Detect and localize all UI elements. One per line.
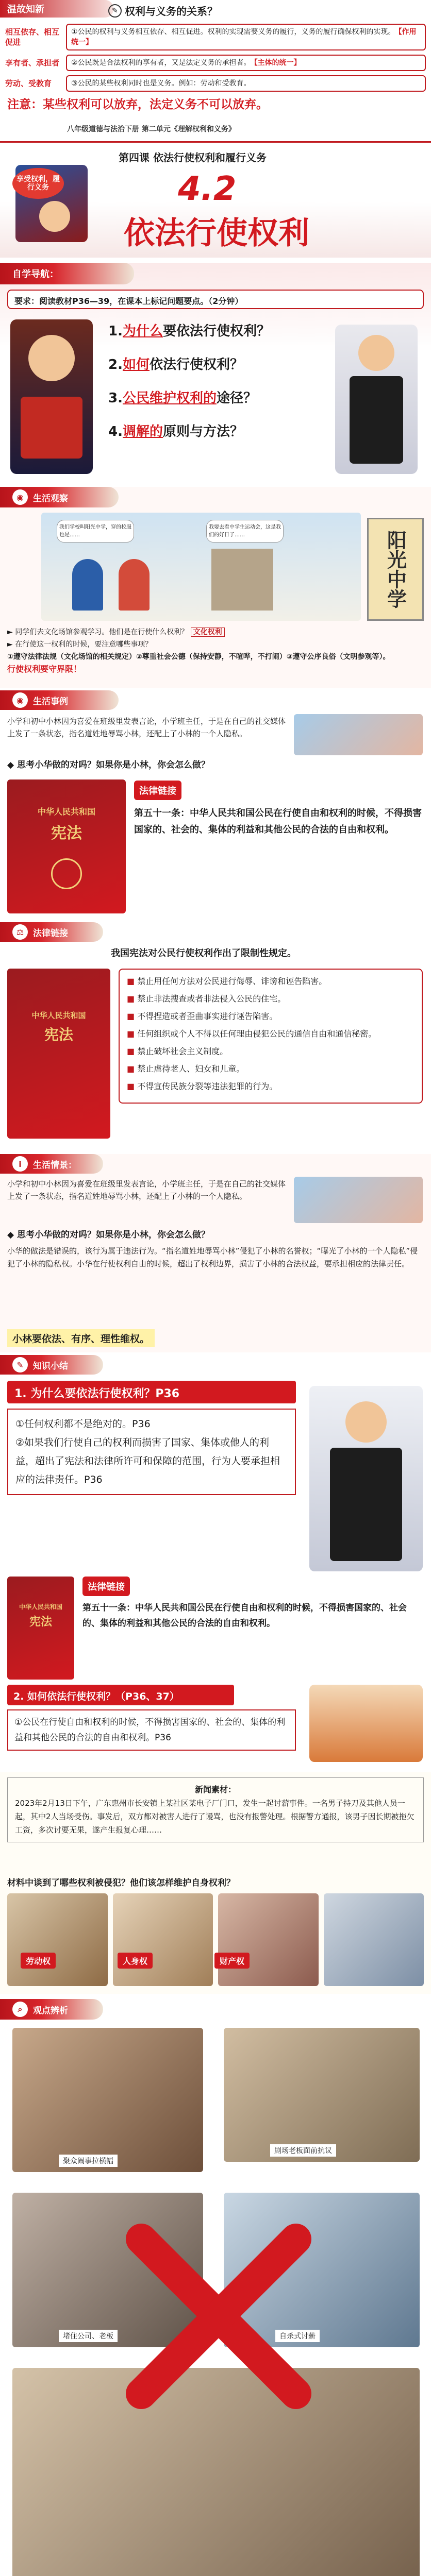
guide-title: 自学导航： <box>12 269 59 280</box>
news-question: 材料中谈到了哪些权利被侵犯？他们该怎样维护自身权利？ <box>7 1878 235 1888</box>
life-qa: ► 同学们去文化场馆参观学习。他们是在行使什么权利？ 文化权利 ► 在行使这一权利的时候，要注意哪些事项？ ①遵守法律法规（文化场馆的相关规定）②尊重社会公德（保持安静，不喧哗，不打闹）③遵守公序良俗（文明参观等）。 行使权利要守界限！ <box>7 626 425 675</box>
review-row <box>5 24 426 50</box>
law2-section <box>0 922 431 1151</box>
guide-instruction: 要求：阅读教材P36—39，在课本上标记问题要点。（2分钟） <box>7 290 424 309</box>
law2-list <box>119 969 423 1104</box>
review-rows <box>5 24 426 96</box>
guide-item: 3.公民维护权利的途径？ <box>108 391 257 406</box>
eye-icon: ◉ <box>12 489 28 505</box>
classroom-image-2 <box>294 1177 423 1223</box>
life-q2: 在行使这一权利的时候，要注意哪些事项？ <box>15 640 153 649</box>
life-a2: ①遵守法律法规（文化场馆的相关规定）②尊重社会公德（保持安静，不喧哗，不打闹）③遵守公序良俗（文明参观等）。 <box>7 653 390 661</box>
constitution-book-image-3: 中华人民共和国 宪法 <box>7 1577 74 1680</box>
news-badge: 人身权 <box>118 1953 153 1969</box>
news-image-3 <box>218 1893 319 1986</box>
law2-header <box>0 922 103 942</box>
guide-header <box>0 263 134 284</box>
view-collage <box>7 2028 424 2576</box>
summary-title: 知识小结 <box>33 1361 68 1371</box>
life-story-text: 小学和初中小林因为喜爱在班级里发表言论，小学班主任，于是在自己的社交媒体上发了一条状态，指名道姓地辱骂小林，还配上了小林的一个人隐私。 <box>7 717 286 738</box>
news-section <box>0 1772 431 1994</box>
constitution-book-image <box>7 779 126 913</box>
law2-item: ■ 任何组织或个人不得以任何理由侵犯公民的通信自由和通信秘密。 <box>127 1029 377 1039</box>
emblem-icon <box>51 858 82 889</box>
news-head: 新闻素材： <box>194 1785 236 1794</box>
summary-q1: 1. 为什么要依法行使权利？P36 <box>7 1381 296 1403</box>
law1-label: 法律链接 <box>134 781 181 800</box>
book-line-1: 中华人民共和国 <box>37 807 95 817</box>
situation-title: 生活情景： <box>33 1160 77 1171</box>
law2-item: ■ 不得宣传民族分裂等违法犯罪的行为。 <box>127 1081 278 1091</box>
life-story-section <box>0 690 431 773</box>
review-row-text: ①公民的权利与义务相互依存、相互促进。权利的实现需要义务的履行，义务的履行确保权利的实现。 【作用统一】 <box>66 24 426 50</box>
student-face <box>39 201 70 232</box>
caption-1: 聚众闹事拉横幅 <box>59 2155 118 2167</box>
eye-icon: ◉ <box>12 692 28 708</box>
law2-item: ■ 禁止破坏社会主义制度。 <box>127 1046 228 1056</box>
life-header <box>0 487 119 507</box>
summary-header <box>0 1355 103 1375</box>
summary-a1-2: ②如果我们行使自己的权利而损害了国家、集体或他人的利益，超出了宪法和法律所许可和保障的范围，行为人要承担相应的法律责任。P36 <box>15 1437 280 1485</box>
situation-conclusion: 小林要依法、有序、理性维权。 <box>7 1329 155 1347</box>
news-badge: 财产权 <box>214 1953 250 1969</box>
life-story-question: ◆ 思考小华做的对吗？如果你是小林，你会怎么做？ <box>7 760 210 770</box>
view-title: 观点辨析 <box>33 2005 68 2016</box>
news-badge: 劳动权 <box>21 1953 56 1969</box>
situation-answer: 小华的做法是错误的，该行为属于违法行为。“指名道姓地辱骂小林”侵犯了小林的名誉权；“曝光了小林的一个人隐私”侵犯了小林的隐私权。小华在行使权利自由的时候，超出了权利边界，损害了小林的合法权益，要承担相应的法律责任。 <box>7 1246 418 1268</box>
divider <box>0 141 431 143</box>
news-box <box>7 1777 424 1842</box>
review-title: 温故知新 <box>7 4 44 15</box>
summary-article-label: 法律链接 <box>82 1577 130 1596</box>
summary-a1-1: ①任何权利都不是绝对的。P36 <box>15 1418 151 1430</box>
situation-text: 小学和初中小林因为喜爱在班级里发表言论，小学班主任，于是在自己的社交媒体上发了一条状态，指名道姓地辱骂小林，还配上了小林的一个人隐私。 <box>7 1179 286 1201</box>
summary-a1-box <box>7 1409 296 1495</box>
summary-article: 第五十一条：中华人民共和国公民在行使自由和权利的时候，不得损害国家的、社会的、集体的利益和其他公民的合法的自由和权利。 <box>82 1603 407 1629</box>
search-icon: ⌕ <box>12 2002 28 2017</box>
lesson-line: 第四课 依法行使权利和履行义务 <box>119 151 267 164</box>
review-row-text: ②公民既是合法权利的享有者，又是法定义务的承担者。 【主体的统一】 <box>66 55 426 71</box>
collage-image-1 <box>12 2028 203 2172</box>
view-section <box>0 1999 431 2576</box>
speech-bubble-left: 我们学校叫阳光中学，穿的校服也是…… <box>57 520 134 543</box>
guide-list <box>108 320 325 454</box>
law1-section <box>0 775 431 920</box>
news-badges <box>21 1953 250 1969</box>
news-image-2 <box>113 1893 213 1986</box>
review-warning: 注意：某些权利可以放弃，法定义务不可以放弃。 <box>7 98 268 111</box>
life-section <box>0 487 431 688</box>
situation-question: ◆ 思考小华做的对吗？如果你是小林，你会怎么做？ <box>7 1230 210 1240</box>
review-row-tag: 劳动、受教育 <box>5 79 52 88</box>
book-line-2: 宪法 <box>51 824 82 842</box>
news-image-1 <box>7 1893 108 1986</box>
news-text: 2023年2月13日下午，广东惠州市长安镇上某社区某电子厂门口，发生一起讨薪事件。一名男子持刀及其他人员一起，其中2人当场受伤。事发后，双方都对被害人进行了谩骂，也没有报警处理。根据警方通报，该男子因长期被拖欠工资，多次讨要无果，遂产生报复心理…… <box>15 1799 415 1835</box>
scale-icon: ⚖ <box>12 924 28 940</box>
view-header <box>0 1999 103 2020</box>
law2-item: ■ 禁止非法搜查或者非法侵入公民的住宅。 <box>127 994 286 1004</box>
guide-item: 4.调解的原则与方法？ <box>108 424 243 439</box>
judge-image <box>309 1386 423 1571</box>
cross-icon <box>126 2224 311 2409</box>
law2-heading: 我国宪法对公民行使权利作出了限制性规定。 <box>111 948 296 959</box>
guide-item: 1.为什么要依法行使权利？ <box>108 324 270 339</box>
student-reading-image <box>15 165 88 242</box>
collage-image-2 <box>224 2028 420 2162</box>
law1-card <box>134 781 423 838</box>
summary-article-card <box>82 1577 423 1631</box>
summary-a2: ①公民在行使自由和权利的时候，不得损害国家的、社会的、集体的利益和其他公民的合法的自由和权利。P36 <box>7 1709 296 1751</box>
running-head: 八年级道德与法治下册 第二单元《理解权利和义务》 <box>67 125 236 133</box>
law1-article: 第五十一条：中华人民共和国公民在行使自由和权利的时候，不得损害国家的、社会的、集体的利益和其他公民的合法的自由和权利。 <box>134 808 422 835</box>
teen-figure-image <box>309 1685 423 1762</box>
speech-bubble-right: 我要去看中学生运动会，这是我们的好日子…… <box>206 520 284 543</box>
review-row <box>5 55 426 71</box>
situation-section <box>0 1154 431 1352</box>
book-label: 享受权利，履行义务 <box>12 168 64 199</box>
caption-2: 堵住公司、老板 <box>59 2330 118 2342</box>
review-section <box>0 0 431 116</box>
life-story-header <box>0 690 119 710</box>
classroom-image <box>294 714 423 755</box>
news-images <box>7 1893 424 1986</box>
life-story-title: 生活事例 <box>33 696 68 707</box>
boy-with-book-image <box>10 319 93 474</box>
lesson-title: 依法行使权利 <box>124 215 309 251</box>
life-sub: 行使权利要守界限！ <box>7 664 82 674</box>
lesson-banner <box>0 118 431 258</box>
guide-item: 2.如何依法行使权利？ <box>108 357 243 372</box>
caption-4: 剧场老板面前抗议 <box>270 2144 336 2157</box>
news-image-4 <box>324 1893 424 1986</box>
review-row-tag: 相互依存、相互促进 <box>5 27 60 47</box>
life-q1: 同学们去文化场馆参观学习。他们是在行使什么权利？ <box>15 628 189 636</box>
summary-section <box>0 1355 431 1767</box>
law2-item: ■ 不得捏造或者歪曲事实进行诬告陷害。 <box>127 1011 278 1021</box>
guide-section <box>0 263 431 484</box>
summary-q2: 2. 如何依法行使权利？（P36、37） <box>7 1685 234 1705</box>
life-title: 生活观察 <box>33 493 68 504</box>
constitution-book-image-2: 中华人民共和国 宪法 <box>7 969 110 1139</box>
law2-item: ■ 禁止用任何方法对公民进行侮辱、诽谤和诬告陷害。 <box>127 976 327 986</box>
students-museum-image <box>41 513 361 621</box>
review-row-tag: 享有者、承担者 <box>5 58 60 67</box>
judge-figure-image <box>335 325 418 474</box>
review-row-text: ③公民的某些权利同时也是义务。例如：劳动和受教育。 <box>66 75 426 92</box>
info-icon: i <box>12 1156 28 1172</box>
review-title-bar <box>0 0 113 18</box>
book-icon: ✎ <box>12 1357 28 1372</box>
caption-5: 自杀式讨薪 <box>275 2330 320 2342</box>
law2-title: 法律链接 <box>33 928 68 939</box>
lesson-number: 4.2 <box>178 170 237 208</box>
law2-item: ■ 禁止虐待老人、妇女和儿童。 <box>127 1064 245 1074</box>
review-row <box>5 75 426 92</box>
review-question-text: 权利与义务的关系？ <box>125 5 218 18</box>
situation-header <box>0 1154 103 1174</box>
review-question <box>108 3 218 18</box>
school-sign: 阳光中学 <box>367 518 424 621</box>
bulb-icon: ✎ <box>108 4 122 18</box>
life-a1: 文化权利 <box>191 628 225 637</box>
